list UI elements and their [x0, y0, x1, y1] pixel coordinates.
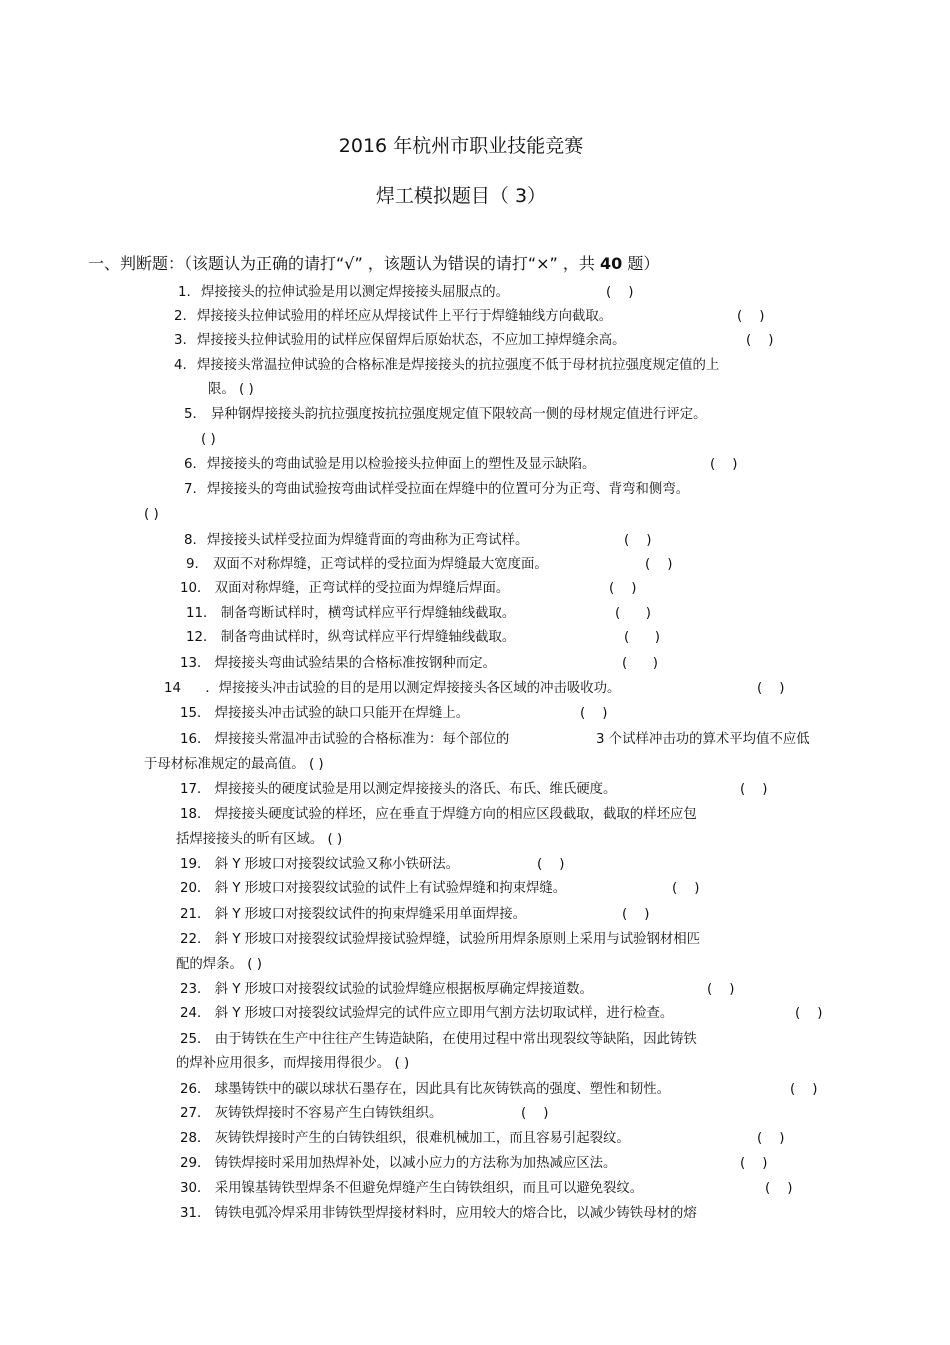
- question-text: 双面对称焊缝，正弯试样的受拉面为焊缝后焊面。: [214, 581, 510, 596]
- question-number: 29．: [180, 1156, 211, 1171]
- question-number: 7.: [184, 482, 197, 497]
- question-number: 20．: [180, 881, 211, 896]
- question-number: 26．: [180, 1082, 211, 1097]
- question-item: [180, 655, 496, 673]
- answer-blank[interactable]: ( ): [645, 557, 673, 572]
- question-number: 25．: [180, 1032, 211, 1047]
- question-item: [186, 556, 548, 574]
- question-number: 4.: [174, 358, 187, 373]
- section-header-suffix: 题）: [622, 254, 660, 273]
- question-item: [180, 856, 459, 874]
- question-continuation: 于母材标准规定的最高值。 ( ): [144, 757, 324, 772]
- question-item: [180, 781, 616, 799]
- question-text: 焊接接头拉伸试验用的样坯应从焊接试件上平行于焊缝轴线方向截取。: [197, 309, 613, 324]
- question-item: [180, 1005, 673, 1023]
- document-subtitle: 焊工模拟题目（ 3）: [375, 185, 547, 207]
- answer-blank[interactable]: ( ): [606, 285, 634, 300]
- answer-blank[interactable]: ( ): [624, 630, 660, 645]
- question-item: [174, 332, 626, 350]
- question-text: 焊接接头的硬度试验是用以测定焊接接头的洛氏、布氏、维氏硬度。: [214, 782, 617, 797]
- question-number: 31．: [180, 1206, 211, 1221]
- question-item: [184, 481, 689, 499]
- question-text: 双面不对称焊缝，正弯试样的受拉面为焊缝最大宽度面。: [213, 557, 548, 572]
- answer-blank[interactable]: ( ): [746, 333, 774, 348]
- answer-blank[interactable]: ( ): [609, 581, 637, 596]
- question-text: 焊接接头拉伸试验用的试样应保留焊后原始状态，不应加工掉焊缝余高。: [197, 333, 626, 348]
- question-text: 斜 Y 形坡口对接裂纹试验焊完的试件应立即用气割方法切取试样，进行检查。: [214, 1006, 674, 1021]
- question-text: 由于铸铁在生产中往往产生铸造缺陷，在使用过程中常出现裂纹等缺陷，因此铸铁: [214, 1032, 697, 1047]
- answer-blank[interactable]: ( ): [710, 457, 738, 472]
- question-number: 11．: [186, 606, 217, 621]
- question-item: [184, 532, 528, 550]
- question-item: [180, 1180, 643, 1198]
- question-number: 5.: [184, 407, 197, 422]
- question-item: [180, 580, 509, 598]
- question-number: 8.: [184, 533, 197, 548]
- question-text: 焊接接头常温拉伸试验的合格标准是焊接接头的抗拉强度不低于母材抗拉强度规定值的上: [197, 358, 720, 373]
- question-text: 斜 Y 形坡口对接裂纹试验的试件上有试验焊缝和拘束焊缝。: [214, 881, 567, 896]
- question-number: 15．: [180, 706, 211, 721]
- question-text: 斜 Y 形坡口对接裂纹试验又称小铁研法。: [214, 857, 460, 872]
- question-item: [180, 1031, 697, 1049]
- question-text: 灰铸铁焊接时产生的白铸铁组织，很难机械加工，而且容易引起裂纹。: [214, 1131, 630, 1146]
- question-number: 12．: [186, 630, 217, 645]
- question-text: 制备弯断试样时，横弯试样应平行焊缝轴线截取。: [220, 606, 516, 621]
- question-text: 采用镍基铸铁型焊条不但避免焊缝产生白铸铁组织，而且可以避免裂纹。: [214, 1181, 644, 1196]
- question-text: 焊接接头弯曲试验结果的合格标准按钢种而定。: [214, 656, 496, 671]
- question-number: 18．: [180, 807, 211, 822]
- question-text: 焊接接头的弯曲试验按弯曲试样受拉面在焊缝中的位置可分为正弯、背弯和侧弯。: [207, 482, 690, 497]
- question-continuation: 的焊补应用很多，而焊接用得很少。 ( ): [176, 1056, 410, 1071]
- question-number: 6.: [184, 457, 197, 472]
- question-continuation: 括焊接接头的昕有区域。 ( ): [176, 832, 343, 847]
- question-item: [180, 880, 566, 898]
- question-number: 19．: [180, 857, 211, 872]
- question-item: [174, 308, 612, 326]
- answer-blank[interactable]: ( ): [521, 1106, 549, 1121]
- answer-blank[interactable]: ( ): [580, 706, 608, 721]
- question-item: [180, 1205, 697, 1223]
- section-header-prefix: 一、判断题：（该题认为正确的请打“√” ，该题认为错误的请打“×” ，共: [88, 254, 601, 273]
- answer-blank[interactable]: ( ): [795, 1006, 823, 1021]
- answer-blank[interactable]: ( ): [707, 982, 735, 997]
- document-title: 2016 年杭州市职业技能竞赛: [338, 135, 584, 157]
- answer-blank[interactable]: ( ): [757, 1131, 785, 1146]
- question-text-segment: 3 个试样冲击功的算术平均值不应低: [596, 732, 810, 747]
- question-number: 28．: [180, 1131, 211, 1146]
- question-item: [180, 731, 509, 749]
- question-number: 2.: [174, 309, 187, 324]
- question-text: 灰铸铁焊接时不容易产生白铸铁组织。: [214, 1106, 443, 1121]
- question-text: 焊接接头冲击试验的缺口只能开在焊缝上。: [214, 706, 470, 721]
- question-text: 焊接接头硬度试验的样坯，应在垂直于焊缝方向的相应区段截取，截取的样坯应包: [214, 807, 697, 822]
- question-number: 14: [164, 681, 182, 696]
- question-item: [174, 357, 719, 375]
- answer-blank[interactable]: ( ): [537, 857, 565, 872]
- section-header: [88, 251, 659, 274]
- question-item: [186, 605, 515, 623]
- question-continuation: 限。 ( ): [208, 382, 254, 397]
- answer-blank[interactable]: ( ): [740, 782, 768, 797]
- question-item: [180, 705, 469, 723]
- question-number: 22．: [180, 932, 211, 947]
- question-text: 斜 Y 形坡口对接裂纹试验的试验焊缝应根据板厚确定焊接道数。: [214, 982, 593, 997]
- question-item: [180, 1105, 442, 1123]
- question-item: [178, 284, 509, 302]
- question-text: 异种钢焊接接头韵抗拉强度按抗拉强度规定值下限较高一侧的母材规定值进行评定。: [211, 407, 707, 422]
- answer-blank[interactable]: ( ): [622, 656, 658, 671]
- answer-blank[interactable]: ( ): [737, 309, 765, 324]
- question-item: [184, 406, 707, 424]
- question-text: 焊接接头试样受拉面为焊缝背面的弯曲称为正弯试样。: [207, 533, 529, 548]
- question-text: 斜 Y 形坡口对接裂纹试件的拘束焊缝采用单面焊接。: [214, 907, 526, 922]
- question-item: [180, 931, 700, 949]
- question-item: [180, 1130, 630, 1148]
- answer-blank[interactable]: ( ): [615, 606, 651, 621]
- question-item: [180, 1155, 616, 1173]
- question-number: 27．: [180, 1106, 211, 1121]
- question-text: ．焊接接头冲击试验的目的是用以测定焊接接头各区域的冲击吸收功。: [205, 681, 621, 696]
- question-number: 13．: [180, 656, 211, 671]
- answer-blank[interactable]: ( ): [757, 681, 785, 696]
- question-number: 24．: [180, 1006, 211, 1021]
- question-item: [180, 906, 526, 924]
- question-item: [184, 456, 595, 474]
- question-number: 21．: [180, 907, 211, 922]
- question-number: 17．: [180, 782, 211, 797]
- question-item: [180, 1081, 670, 1099]
- question-item: [186, 629, 515, 647]
- question-number: 16．: [180, 732, 211, 747]
- question-item: [164, 680, 620, 698]
- question-text: 铸铁电弧冷焊采用非铸铁型焊接材料时，应用较大的熔合比，以减少铸铁母材的熔: [214, 1206, 697, 1221]
- question-continuation: ( ): [201, 432, 216, 447]
- answer-blank[interactable]: ( ): [790, 1082, 818, 1097]
- question-text: 制备弯曲试样时，纵弯试样应平行焊缝轴线截取。: [220, 630, 516, 645]
- question-text: 斜 Y 形坡口对接裂纹试验焊接试验焊缝，试验所用焊条原则上采用与试验钢材相匹: [214, 932, 701, 947]
- question-count: 40: [600, 254, 623, 273]
- answer-blank[interactable]: ( ): [624, 533, 652, 548]
- question-number: 3.: [174, 333, 187, 348]
- question-text: 球墨铸铁中的碳以球状石墨存在，因此具有比灰铸铁高的强度、塑性和韧性。: [214, 1082, 670, 1097]
- question-number: 9.: [186, 557, 199, 572]
- question-text: 焊接接头的弯曲试验是用以检验接头拉伸面上的塑性及显示缺陷。: [207, 457, 596, 472]
- question-continuation: ( ): [144, 507, 159, 522]
- question-number: 23．: [180, 982, 211, 997]
- answer-blank[interactable]: ( ): [765, 1181, 793, 1196]
- question-number: 10．: [180, 581, 211, 596]
- question-item: [180, 981, 593, 999]
- question-number: 1.: [178, 285, 191, 300]
- question-item: [180, 806, 697, 824]
- question-text: 焊接接头的拉伸试验是用以测定焊接接头屈服点的。: [201, 285, 510, 300]
- question-text: 铸铁焊接时采用加热焊补处，以减小应力的方法称为加热减应区法。: [214, 1156, 617, 1171]
- answer-blank[interactable]: ( ): [622, 907, 650, 922]
- answer-blank[interactable]: ( ): [740, 1156, 768, 1171]
- answer-blank[interactable]: ( ): [672, 881, 700, 896]
- question-number: 30．: [180, 1181, 211, 1196]
- question-text: 焊接接头常温冲击试验的合格标准为：每个部位的: [214, 732, 510, 747]
- question-continuation: 配的焊条。 ( ): [176, 957, 262, 972]
